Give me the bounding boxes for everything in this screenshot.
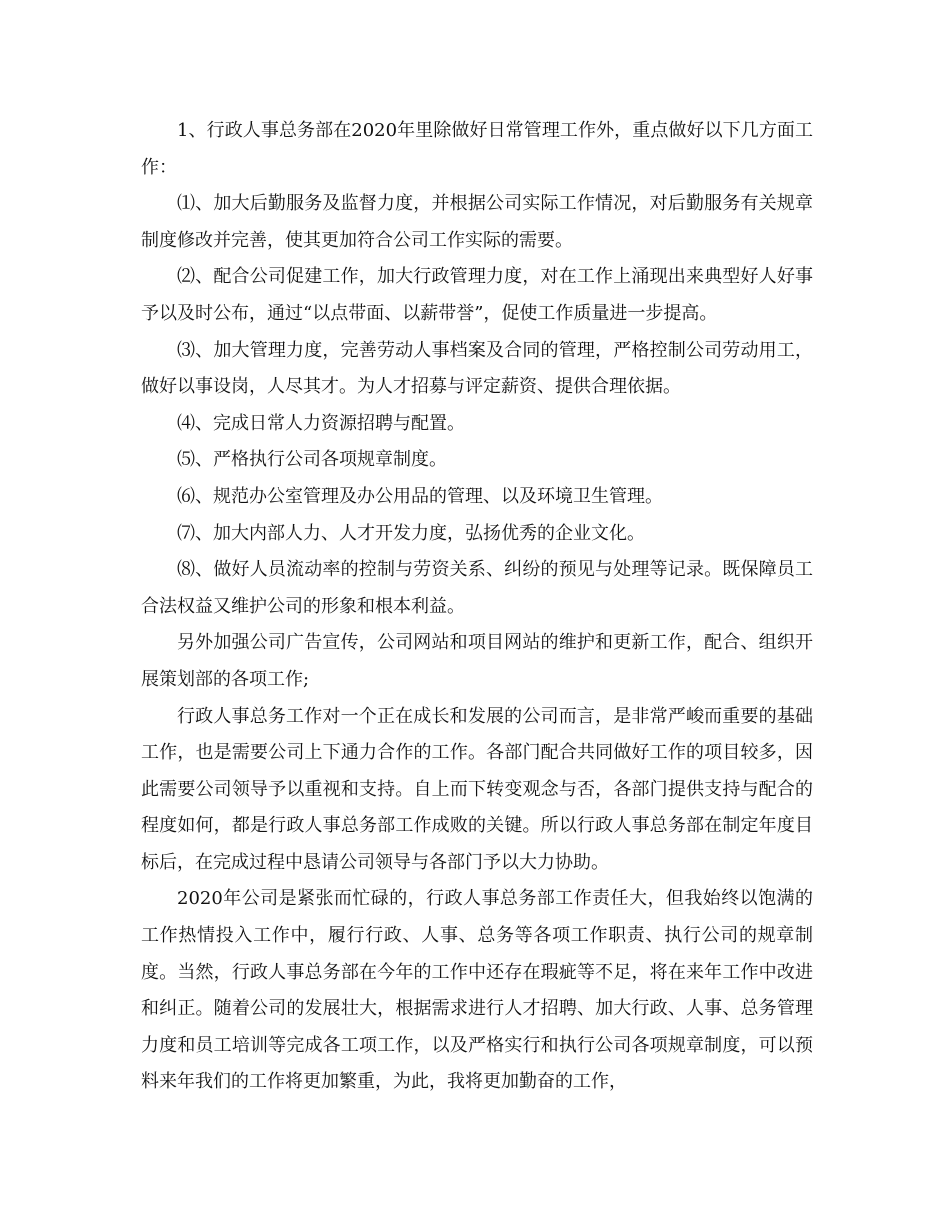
paragraph-item-8: ⑻、做好人员流动率的控制与劳资关系、纠纷的预见与处理等记录。既保障员工合法权益又维护公司的形象和根本利益。 <box>141 559 813 617</box>
paragraph-intro: 1、行政人事总务部在2020年里除做好日常管理工作外，重点做好以下几方面工作： <box>141 120 813 178</box>
paragraph-importance: 行政人事总务工作对一个正在成长和发展的公司而言，是非常严峻而重要的基础工作，也是需要公司上下通力合作的工作。各部门配合共同做好工作的项目较多，因此需要公司领导予以重视和支持。自上而下转变观念与否，各部门提供支持与配合的程度如何，都是行政人事总务部工作成败的关键。所以行政人事总务部在制定年度目标后，在完成过程中恳请公司领导与各部门予以大力协助。 <box>141 705 813 873</box>
paragraph-item-1: ⑴、加大后勤服务及监督力度，并根据公司实际工作情况，对后勤服务有关规章制度修改并完善，使其更加符合公司工作实际的需要。 <box>141 193 813 251</box>
paragraph-item-6: ⑹、规范办公室管理及办公用品的管理、以及环境卫生管理。 <box>177 485 663 507</box>
paragraph-item-7: ⑺、加大内部人力、人才开发力度，弘扬优秀的企业文化。 <box>177 522 645 544</box>
paragraph-item-3: ⑶、加大管理力度，完善劳动人事档案及合同的管理，严格控制公司劳动用工，做好以事设岗，人尽其才。为人才招募与评定薪资、提供合理依据。 <box>141 339 813 398</box>
document-body <box>141 113 813 1101</box>
paragraph-item-2: ⑵、配合公司促建工作，加大行政管理力度，对在工作上涌现出来典型好人好事予以及时公布，通过“以点带面、以薪带誉”，促使工作质量进一步提高。 <box>141 266 813 324</box>
paragraph-item-5: ⑸、严格执行公司各项规章制度。 <box>177 449 447 471</box>
paragraph-summary: 2020年公司是紧张而忙碌的，行政人事总务部工作责任大，但我始终以饱满的工作热情投入工作中，履行行政、人事、总务等各项工作职责、执行公司的规章制度。当然，行政人事总务部在今年的工作中还存在瑕疵等不足，将在来年工作中改进和纠正。随着公司的发展壮大，根据需求进行人才招聘、加大行政、人事、总务管理力度和员工培训等完成各工项工作，以及严格实行和执行公司各项规章制度，可以预料来年我们的工作将更加繁重，为此，我将更加勤奋的工作， <box>141 888 813 1093</box>
paragraph-advertising: 另外加强公司广告宣传，公司网站和项目网站的维护和更新工作，配合、组织开展策划部的各项工作; <box>141 632 813 690</box>
paragraph-item-4: ⑷、完成日常人力资源招聘与配置。 <box>177 412 465 434</box>
